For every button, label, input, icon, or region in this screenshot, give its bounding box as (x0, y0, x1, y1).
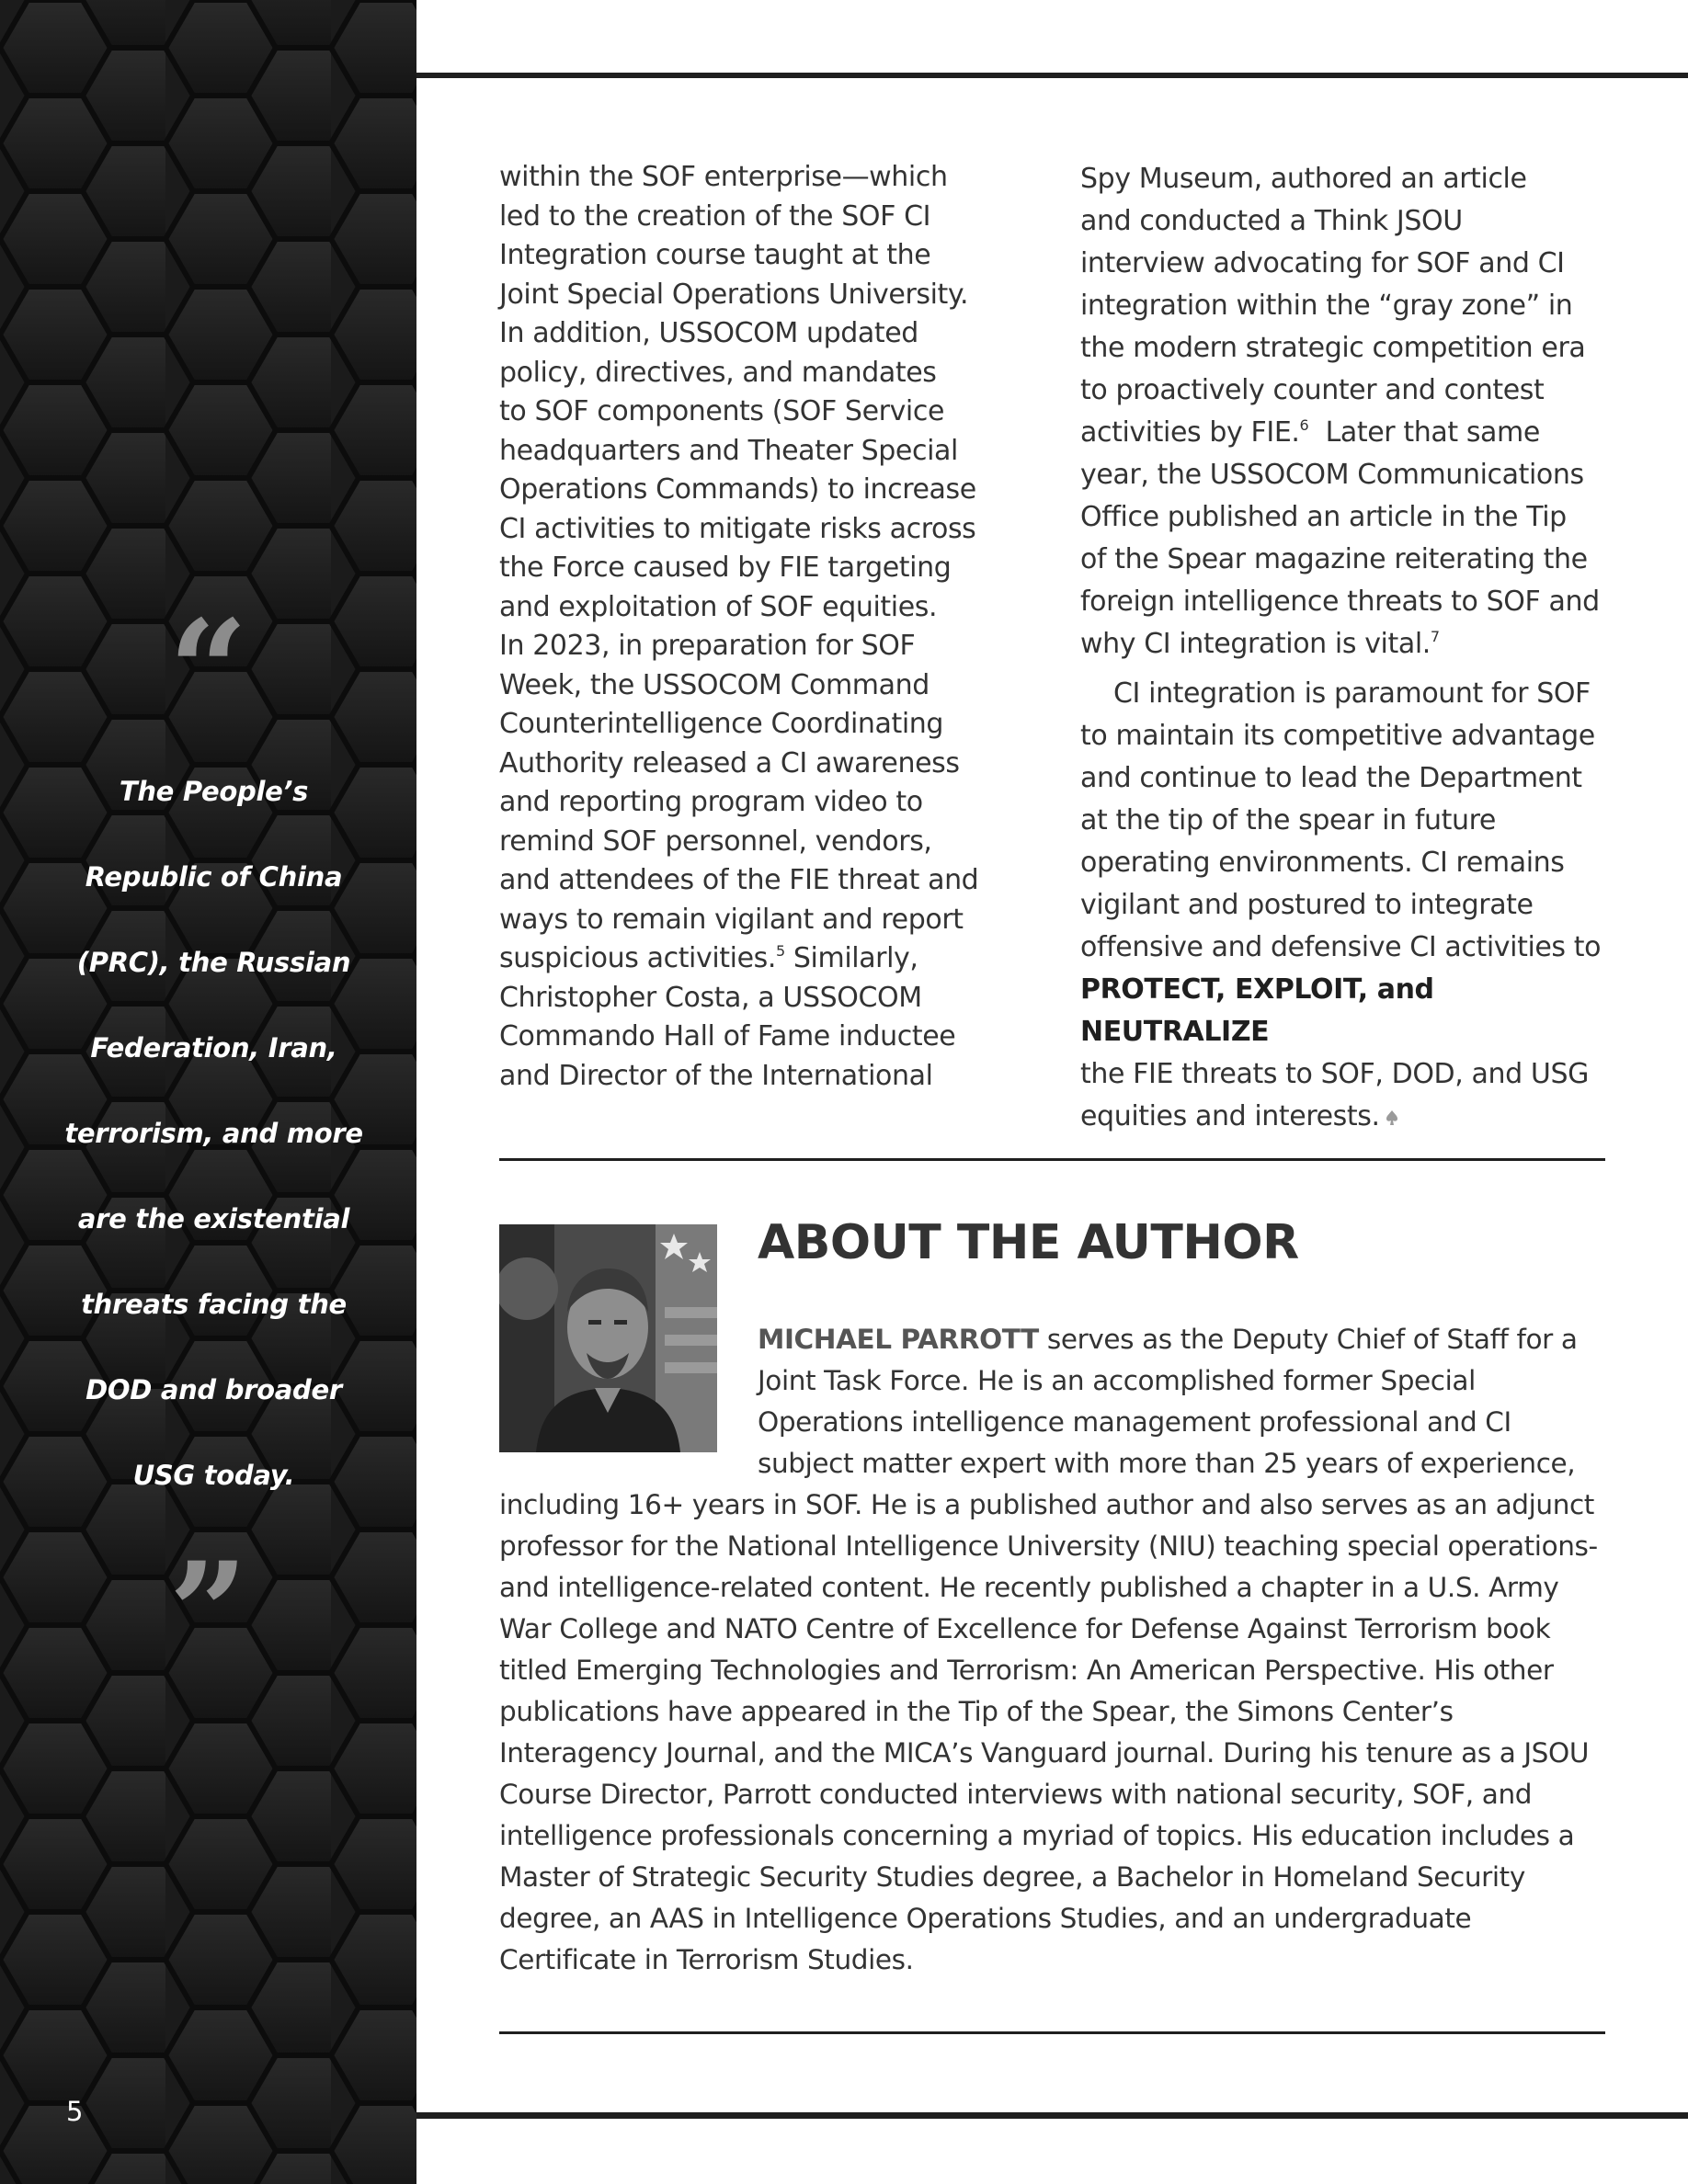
article-right-column (1080, 158, 1614, 1138)
text-line: operating environments. CI remains (1080, 847, 1565, 879)
text-line: Joint Special Operations University. (499, 278, 969, 311)
text-line: CI activities to mitigate risks across (499, 512, 976, 545)
text-line (499, 939, 996, 979)
pull-quote-line: DOD and broader (86, 1374, 342, 1405)
open-quote-mark: “ (168, 590, 248, 752)
pull-quote-line: are the existential (77, 1203, 350, 1234)
text-line (1080, 623, 1614, 665)
sidebar-panel (0, 0, 416, 2184)
bottom-rule (416, 2112, 1688, 2119)
author-section-heading: ABOUT THE AUTHOR (758, 1215, 1299, 1270)
text-line: year, the USSOCOM Communications (1080, 459, 1584, 491)
pull-quote-line: (PRC), the Russian (76, 947, 351, 978)
text-line: to proactively counter and contest (1080, 374, 1545, 406)
text-fragment: suspicious activities. (499, 942, 776, 974)
text-line: interview advocating for SOF and CI (1080, 247, 1565, 279)
paragraph (1080, 673, 1614, 1138)
text-line: within the SOF enterprise—which (499, 161, 948, 193)
text-line: Week, the USSOCOM Command (499, 668, 930, 701)
text-line: integration within the “gray zone” in (1080, 290, 1573, 322)
text-line: the FIE threats to SOF, DOD, and USG (1080, 1058, 1589, 1090)
text-line: offensive and defensive CI activities to (1080, 931, 1602, 963)
text-line: Counterintelligence Coordinating (499, 708, 944, 740)
text-line: In 2023, in preparation for SOF (499, 630, 916, 662)
pull-quote-line: threats facing the (81, 1289, 347, 1320)
close-quote-mark: ” (168, 1532, 248, 1694)
text-line: and Director of the International (499, 1059, 933, 1092)
text-line: the Force caused by FIE targeting (499, 552, 952, 584)
text-fragment: why CI integration is vital. (1080, 628, 1431, 660)
text-line: of the Spear magazine reiterating the (1080, 543, 1588, 575)
text-fragment: Later that same (1308, 416, 1540, 449)
text-line: vigilant and postured to integrate (1080, 889, 1534, 921)
text-fragment: equities and interests. (1080, 1100, 1380, 1132)
text-line: headquarters and Theater Special (499, 434, 958, 467)
text-line: and continue to lead the Department (1080, 762, 1582, 794)
top-rule (416, 73, 1688, 78)
text-line: and exploitation of SOF equities. (499, 590, 938, 623)
end-divider (499, 2031, 1605, 2034)
footnote-ref-5[interactable]: 5 (776, 942, 785, 960)
text-fragment: Similarly, (784, 942, 918, 974)
text-line: remind SOF personnel, vendors, (499, 825, 932, 858)
text-line: Operations Commands) to increase (499, 473, 976, 506)
text-line: ways to remain vigilant and report (499, 903, 964, 936)
text-line: CI integration is paramount for SOF (1113, 677, 1591, 710)
emphasis-line: PROTECT, EXPLOIT, and NEUTRALIZE (1080, 973, 1434, 1048)
pull-quote-line: USG today. (132, 1460, 295, 1491)
paragraph (1080, 158, 1614, 665)
footnote-ref-7[interactable]: 7 (1430, 628, 1440, 645)
text-line: foreign intelligence threats to SOF and (1080, 586, 1600, 618)
footnote-ref-6[interactable]: 6 (1299, 416, 1309, 434)
text-line: Office published an article in the Tip (1080, 501, 1567, 533)
pull-quote (55, 749, 372, 1519)
text-line: Spy Museum, authored an article (1080, 163, 1527, 195)
text-line: and attendees of the FIE threat and (499, 864, 979, 896)
article-left-column (499, 158, 996, 1096)
author-bio (499, 1319, 1612, 1981)
text-line (1080, 1096, 1614, 1138)
pull-quote-line: Federation, Iran, (90, 1032, 337, 1064)
text-line: Integration course taught at the (499, 239, 931, 271)
text-line: led to the creation of the SOF CI (499, 199, 931, 233)
text-line: the modern strategic competition era (1080, 332, 1586, 364)
text-fragment: activities by FIE. (1080, 416, 1300, 449)
pull-quote-line: Republic of China (85, 861, 343, 893)
text-line: to maintain its competitive advantage (1080, 720, 1595, 752)
spade-icon (1386, 1109, 1398, 1126)
text-line: Commando Hall of Fame inductee (499, 1020, 956, 1052)
pull-quote-line: terrorism, and more (64, 1118, 363, 1149)
text-line: Authority released a CI awareness (499, 746, 960, 779)
text-line: policy, directives, and mandates (499, 356, 937, 389)
text-line: and reporting program video to (499, 786, 923, 818)
page-number: 5 (66, 2096, 84, 2127)
text-line: and conducted a Think JSOU (1080, 205, 1463, 237)
text-line (1080, 412, 1614, 454)
author-bio-text: serves as the Deputy Chief of Staff for a Joint Task Force. He is an accomplished former Special Operations intelligence management professional and CI subject matter expert with more than 25 years of experience, including 16+ years in SOF. He is a published author and also serves as an adjunct professor for the National Intelligence University (NIU) teaching special operations- and intelligence-related content. He recently published a chapter in a U.S. Army War College and NATO Centre of Excellence for Defense Against Terrorism book titled Emerging Technologies and Terrorism: An American Perspective. His other publications have appeared in the Tip of the Spear, the Simons Center’s Interagency Journal, and the MICA’s Vanguard journal. During his tenure as a JSOU Course Director, Parrott conducted interviews with national security, SOF, and intelligence professionals concerning a myriad of topics. His education includes a Master of Strategic Security Studies degree, a Bachelor in Homeland Security degree, an AAS in Intelligence Operations Studies, and an undergraduate Certificate in Terrorism Studies. (499, 1324, 1598, 1975)
pull-quote-line: The People’s (119, 776, 309, 807)
section-divider (499, 1158, 1605, 1161)
text-line: at the tip of the spear in future (1080, 804, 1496, 836)
text-line: to SOF components (SOF Service (499, 395, 945, 427)
photo-spacer (499, 1319, 758, 1477)
text-line: In addition, USSOCOM updated (499, 317, 918, 349)
text-line: Christopher Costa, a USSOCOM (499, 981, 922, 1014)
author-name: MICHAEL PARROTT (758, 1324, 1039, 1355)
